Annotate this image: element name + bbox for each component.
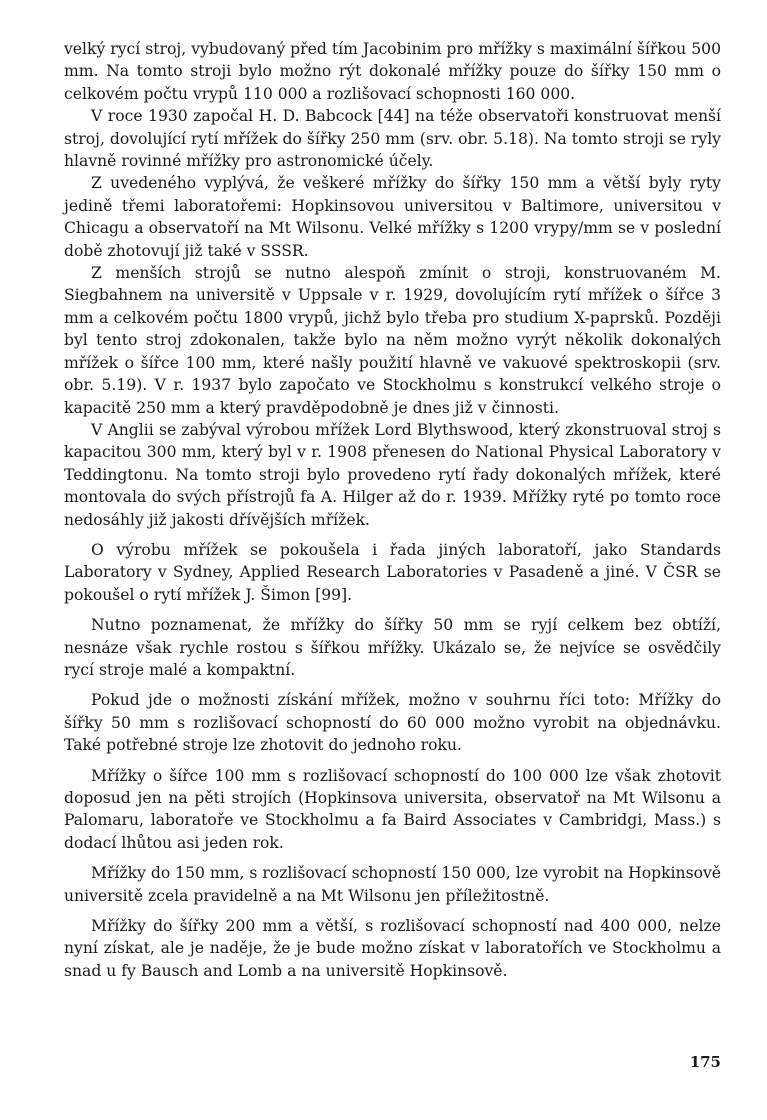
paragraph-9: Mřížky o šířce 100 mm s rozlišovací schopností do 100 000 lze však zhotovit doposud jen na pěti strojích (Hopkinsova universita, observatoř na Mt Wilsonu a Palomaru, laboratoře ve Stockholmu a fa Baird Associates v Cambridgi, Mass.) s dodací lhůtou asi jeden rok.: [64, 766, 721, 852]
page-body: [64, 38, 721, 982]
paragraph-4: Z menších strojů se nutno alespoň zmínit o stroji, konstruovaném M. Siegbahnem na universitě v Uppsale v r. 1929, dovolujícím rytí mřížek o šířce 3 mm a celkovém počtu 1800 vrypů, jichž bylo třeba pro studium X-paprsků. Později byl tento stroj zdokonalen, takže bylo na něm možno vyrýt několik dokonalých mřížek o šířce 100 mm, které našly použití hlavně ve vakuové spektroskopii (srv. obr. 5.19). V r. 1937 bylo započato ve Stockholmu s konstrukcí velkého stroje o kapacitě 250 mm a který pravděpodobně je dnes již v činnosti.: [64, 264, 721, 417]
paragraph-3: Z uvedeného vyplývá, že veškeré mřížky do šířky 150 mm a větší byly ryty jedině třemi laboratořemi: Hopkinsovou universitou v Baltimore, universitou v Chicagu a observatoří na Mt Wilsonu. Velké mřížky s 1200 vrypy/mm se v poslední době zhotovují již také v SSSR.: [64, 174, 721, 260]
paragraph-11: Mřížky do šířky 200 mm a větší, s rozlišovací schopností nad 400 000, nelze nyní získat, ale je naděje, že je bude možno získat v laboratořích ve Stockholmu a snad u fy Bausch and Lomb a na universitě Hopkinsově.: [64, 917, 721, 980]
paragraph-7: Nutno poznamenat, že mřížky do šířky 50 mm se ryjí celkem bez obtíží, nesnáze však rychle rostou s šířkou mřížky. Ukázalo se, že nejvíce se osvědčily rycí stroje malé a kompaktní.: [64, 616, 721, 679]
paragraph-1: velký rycí stroj, vybudovaný před tím Jacobinim pro mřížky s maximální šířkou 500 mm. Na tomto stroji bylo možno rýt dokonalé mřížky pouze do šířky 150 mm o celkovém počtu vrypů 110 000 a rozlišovací schopnosti 160 000.: [64, 40, 721, 103]
paragraph-8: Pokud jde o možnosti získání mřížek, možno v souhrnu říci toto: Mřížky do šířky 50 mm s rozlišovací schopností do 60 000 možno vyrobit na objednávku. Také potřebné stroje lze zhotovit do jednoho roku.: [64, 691, 721, 755]
paragraph-10: Mřížky do 150 mm, s rozlišovací schopností 150 000, lze vyrobit na Hopkinsově universitě zcela pravidelně a na Mt Wilsonu jen příležitostně.: [64, 864, 721, 905]
paragraph-2: V roce 1930 započal H. D. Babcock [44] na téže observatoři konstruovat menší stroj, dovolující rytí mřížek do šířky 250 mm (srv. obr. 5.18). Na tomto stroji se ryly hlavně rovinné mřížky pro astronomické účely.: [64, 107, 721, 171]
page-number: 175: [689, 1053, 721, 1071]
paragraph-5: V Anglii se zabýval výrobou mřížek Lord Blythswood, který zkonstruoval stroj s kapacitou 300 mm, který byl v r. 1908 přenesen do National Physical Laboratory v Teddingtonu. Na tomto stroji bylo provedeno rytí řady dokonalých mřížek, které montovala do svých přístrojů fa A. Hilger až do r. 1939. Mřížky ryté po tomto roce nedosáhly již jakosti dřívějších mřížek.: [64, 420, 721, 529]
paragraph-6: O výrobu mřížek se pokoušela i řada jiných laboratoří, jako Standards Laboratory v Sydney, Applied Research Laboratories v Pasadeně a jiné. V ČSR se pokoušel o rytí mřížek J. Šimon [99].: [64, 540, 721, 604]
